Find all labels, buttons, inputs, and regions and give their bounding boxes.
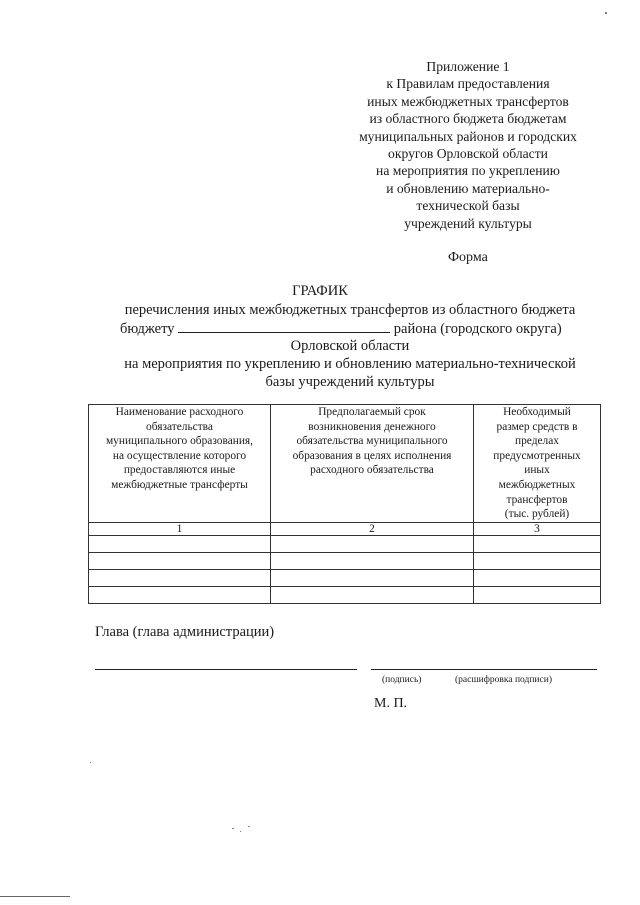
table-cell[interactable] — [474, 569, 601, 586]
decoding-caption: (расшифровка подписи) — [455, 675, 552, 685]
table-row — [89, 535, 601, 552]
scan-speck — [232, 828, 234, 829]
table-cell[interactable] — [474, 552, 601, 569]
table-row — [89, 552, 601, 569]
document-title: ГРАФИК — [292, 283, 348, 299]
district-blank-line — [178, 320, 390, 333]
signature-line — [371, 669, 597, 670]
scan-speck — [240, 831, 241, 832]
scan-edge-line — [0, 896, 70, 897]
table-cell[interactable] — [89, 535, 271, 552]
header-cell-amount: Необходимый размер средств в пределах предусмотренных иных межбюджетных трансфертов (тыс. рублей) — [474, 405, 601, 523]
annex-line: иных межбюджетных трансфертов — [367, 93, 569, 109]
table-cell[interactable] — [474, 535, 601, 552]
column-number-row — [89, 522, 601, 535]
table-cell[interactable] — [89, 586, 271, 603]
annex-line: технической базы — [416, 198, 520, 214]
annex-line: из областного бюджета бюджетам — [369, 111, 567, 127]
table-row — [89, 586, 601, 603]
table-cell[interactable] — [271, 535, 474, 552]
table-cell[interactable] — [271, 569, 474, 586]
signature-caption: (подпись) — [382, 675, 422, 685]
table-cell[interactable] — [89, 569, 271, 586]
annex-line: Приложение 1 — [426, 59, 510, 74]
annex-line: учреждений культуры — [404, 215, 532, 231]
subtitle-line-5: базы учреждений культуры — [265, 374, 435, 390]
annex-line: округов Орловской области — [388, 146, 548, 162]
scan-speck — [605, 12, 607, 14]
subtitle-line-3: Орловской области — [290, 338, 410, 354]
form-label: Форма — [448, 250, 488, 265]
annex-line: муниципальных районов и городских — [359, 128, 577, 144]
table-cell[interactable] — [271, 586, 474, 603]
stamp-place: М. П. — [374, 696, 408, 711]
column-number: 1 — [89, 522, 271, 535]
annex-line: к Правилам предоставления — [386, 76, 550, 92]
budget-prefix: бюджету — [120, 321, 175, 337]
column-number: 3 — [474, 522, 601, 535]
subtitle-line-1: перечисления иных межбюджетных трансфертов из областного бюджета — [124, 302, 576, 318]
schedule-table — [88, 404, 601, 604]
table-cell[interactable] — [474, 586, 601, 603]
annex-header — [300, 58, 636, 232]
column-number: 2 — [271, 522, 474, 535]
annex-line: и обновлению материально- — [386, 180, 550, 196]
position-line — [95, 669, 357, 670]
scan-speck — [248, 826, 250, 827]
table-cell[interactable] — [271, 552, 474, 569]
table-cell[interactable] — [89, 552, 271, 569]
subtitle-line-2 — [120, 320, 562, 338]
annex-line: на мероприятия по укреплению — [376, 163, 560, 179]
header-cell-term: Предполагаемый срок возникновения денежного обязательства муниципального образования в целях исполнения расходного обязательства — [271, 405, 474, 523]
head-label: Глава (глава администрации) — [95, 624, 275, 640]
header-cell-name: Наименование расходного обязательства муниципального образования, на осуществление которого предоставляются иные межбюджетные трансферты — [89, 405, 271, 523]
district-suffix: района (городского округа) — [393, 321, 562, 337]
table-row — [89, 569, 601, 586]
subtitle-line-4: на мероприятия по укреплению и обновлению материально-технической — [124, 356, 576, 372]
table-header-row — [89, 405, 601, 523]
scan-speck — [90, 762, 91, 763]
